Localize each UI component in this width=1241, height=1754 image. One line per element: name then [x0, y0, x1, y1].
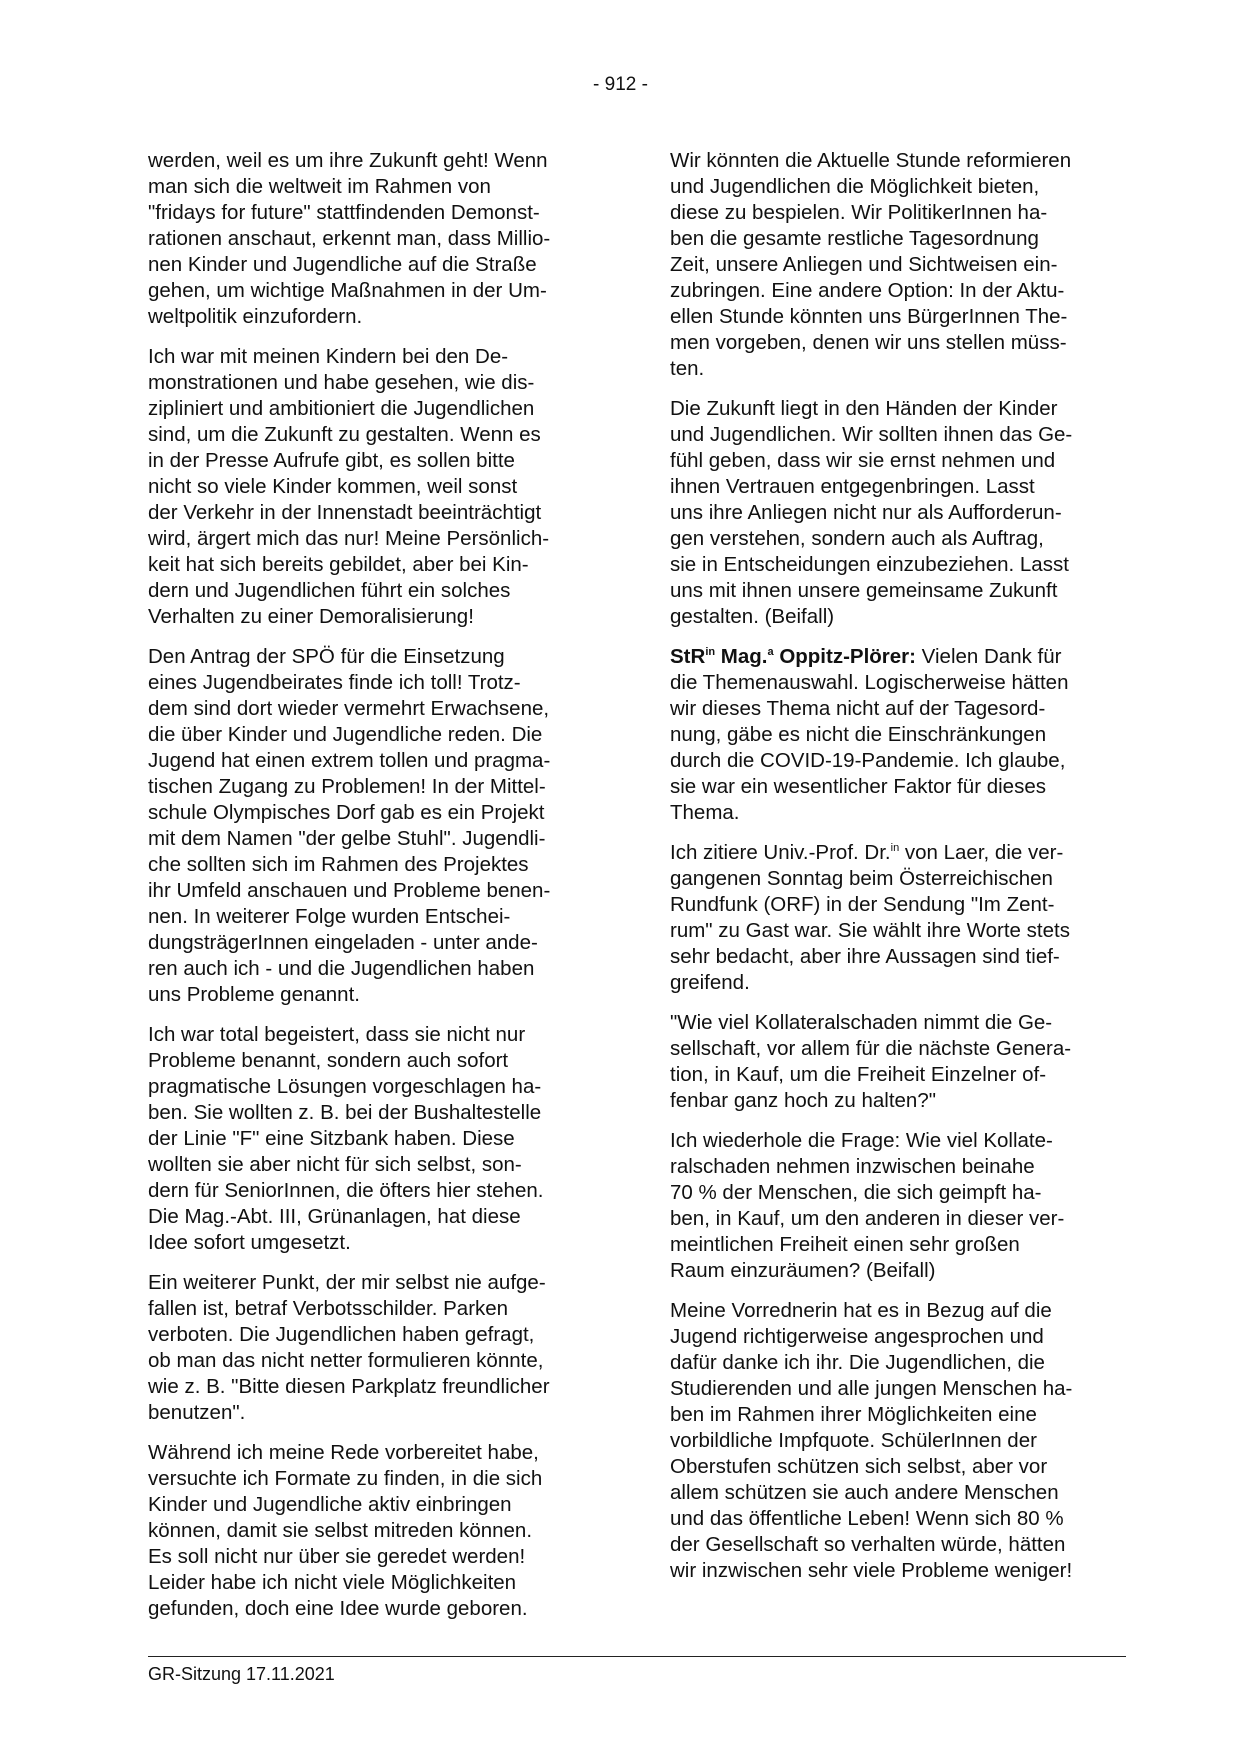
right-paragraph-3-rest: [670, 670, 1125, 826]
text-line: die Themenauswahl. Logischerweise hätten: [670, 671, 1069, 694]
text-line: vorbildliche Impfquote. SchülerInnen der: [670, 1429, 1037, 1452]
text-line: sie in Entscheidungen einzubeziehen. Lasst: [670, 553, 1069, 576]
text-line: der Linie "F" eine Sitzbank haben. Diese: [148, 1127, 515, 1150]
text-line: fühl geben, dass wir sie ernst nehmen und: [670, 449, 1056, 472]
text-line: nen Kinder und Jugendliche auf die Straße: [148, 253, 537, 276]
left-paragraph-6: [148, 1440, 603, 1622]
text-line: durch die COVID-19-Pandemie. Ich glaube,: [670, 749, 1066, 772]
text-line: Die Zukunft liegt in den Händen der Kinder: [670, 397, 1058, 420]
text-line: tion, in Kauf, um die Freiheit Einzelner of-: [670, 1063, 1047, 1086]
text-line: Verhalten zu einer Demoralisierung!: [148, 605, 474, 628]
text-line: che sollten sich im Rahmen des Projektes: [148, 853, 529, 876]
text-line: monstrationen und habe gesehen, wie dis-: [148, 371, 535, 394]
text-line: fenbar ganz hoch zu halten?": [670, 1089, 936, 1112]
text-line: ben. Sie wollten z. B. bei der Bushaltestelle: [148, 1101, 542, 1124]
right-paragraph-5: [670, 1010, 1125, 1114]
text-line: und Jugendlichen. Wir sollten ihnen das Ge-: [670, 423, 1073, 446]
text-line: allem schützen sie auch andere Menschen: [670, 1481, 1059, 1504]
text-line: sellschaft, vor allem für die nächste Genera-: [670, 1037, 1072, 1060]
speaker-surname: Oppitz-Plörer:: [773, 645, 916, 668]
speaker-line: [670, 644, 1125, 670]
text-line: 70 % der Menschen, die sich geimpft ha-: [670, 1181, 1042, 1204]
left-column: [148, 148, 603, 1636]
text-line: Ich war mit meinen Kindern bei den De-: [148, 345, 509, 368]
text-line: in der Presse Aufrufe gibt, es sollen bitte: [148, 449, 515, 472]
text-line: tischen Zugang zu Problemen! In der Mittel-: [148, 775, 546, 798]
quote-intro-before: Ich zitiere Univ.-Prof. Dr.: [670, 841, 891, 864]
text-line: mit dem Namen "der gelbe Stuhl". Jugendli-: [148, 827, 546, 850]
text-line: nen. In weiterer Folge wurden Entschei-: [148, 905, 511, 928]
text-line: wir dieses Thema nicht auf der Tagesord-: [670, 697, 1046, 720]
text-line: ten.: [670, 357, 705, 380]
footer-text: GR-Sitzung 17.11.2021: [148, 1664, 335, 1684]
text-line: dem sind dort wieder vermehrt Erwachsene,: [148, 697, 550, 720]
text-line: zubringen. Eine andere Option: In der Aktu-: [670, 279, 1065, 302]
text-line: Zeit, unsere Anliegen und Sichtweisen ein-: [670, 253, 1058, 276]
text-line: wollten sie aber nicht für sich selbst, son-: [148, 1153, 522, 1176]
text-line: gangenen Sonntag beim Österreichischen: [670, 867, 1053, 890]
text-line: uns Probleme genannt.: [148, 983, 360, 1006]
text-line: meintlichen Freiheit einen sehr großen: [670, 1233, 1020, 1256]
text-line: ob man das nicht netter formulieren könnte,: [148, 1349, 544, 1372]
text-line: sehr bedacht, aber ihre Aussagen sind tief-: [670, 945, 1060, 968]
text-line: sind, um die Zukunft zu gestalten. Wenn es: [148, 423, 541, 446]
text-line: Den Antrag der SPÖ für die Einsetzung: [148, 645, 505, 668]
text-line: und Jugendlichen die Möglichkeit bieten,: [670, 175, 1040, 198]
text-line: versuchte ich Formate zu finden, in die sich: [148, 1467, 543, 1490]
text-line: fallen ist, betraf Verbotsschilder. Parken: [148, 1297, 509, 1320]
text-line: greifend.: [670, 971, 750, 994]
text-line: werden, weil es um ihre Zukunft geht! Wenn: [148, 149, 548, 172]
right-paragraph-3: [670, 644, 1125, 826]
text-line: dern für SeniorInnen, die öfters hier stehen.: [148, 1179, 544, 1202]
text-line: man sich die weltweit im Rahmen von: [148, 175, 491, 198]
text-line: gefunden, doch eine Idee wurde geboren.: [148, 1597, 528, 1620]
text-line: benutzen".: [148, 1401, 246, 1424]
text-line: Kinder und Jugendliche aktiv einbringen: [148, 1493, 512, 1516]
text-line: Ein weiterer Punkt, der mir selbst nie aufge-: [148, 1271, 546, 1294]
text-line: schule Olympisches Dorf gab es ein Projekt: [148, 801, 545, 824]
text-line: Rundfunk (ORF) in der Sendung "Im Zent-: [670, 893, 1055, 916]
text-line: eines Jugendbeirates finde ich toll! Trotz-: [148, 671, 521, 694]
text-line: dafür danke ich ihr. Die Jugendlichen, die: [670, 1351, 1045, 1374]
text-line: dern und Jugendlichen führt ein solches: [148, 579, 511, 602]
text-line: Die Mag.-Abt. III, Grünanlagen, hat diese: [148, 1205, 521, 1228]
text-line: uns mit ihnen unsere gemeinsame Zukunft: [670, 579, 1058, 602]
left-paragraph-4: [148, 1022, 603, 1256]
text-line: ben die gesamte restliche Tagesordnung: [670, 227, 1039, 250]
text-line: ben im Rahmen ihrer Möglichkeiten eine: [670, 1403, 1037, 1426]
text-line: rum" zu Gast war. Sie wählt ihre Worte stets: [670, 919, 1070, 942]
text-line: ralschaden nehmen inzwischen beinahe: [670, 1155, 1035, 1178]
text-line: ihnen Vertrauen entgegenbringen. Lasst: [670, 475, 1035, 498]
speaker-title-sup: in: [705, 646, 716, 659]
text-line: ben, in Kauf, um den anderen in dieser ver-: [670, 1207, 1065, 1230]
quote-intro-after: von Laer, die ver-: [899, 841, 1064, 864]
quote-intro-line: [670, 840, 1125, 866]
text-line: zipliniert und ambitioniert die Jugendlichen: [148, 397, 535, 420]
text-line: ellen Stunde könnten uns BürgerInnen The-: [670, 305, 1068, 328]
text-line: Probleme benannt, sondern auch sofort: [148, 1049, 509, 1072]
text-line: Idee sofort umgesetzt.: [148, 1231, 351, 1254]
text-line: Jugend hat einen extrem tollen und pragma-: [148, 749, 551, 772]
text-line: pragmatische Lösungen vorgeschlagen ha-: [148, 1075, 542, 1098]
text-line: "fridays for future" stattfindenden Demonst-: [148, 201, 540, 224]
text-line: gehen, um wichtige Maßnahmen in der Um-: [148, 279, 547, 302]
text-line: Thema.: [670, 801, 740, 824]
right-paragraph-1: [670, 148, 1125, 382]
left-paragraph-2: [148, 344, 603, 630]
text-line: men vorgeben, denen wir uns stellen müss-: [670, 331, 1067, 354]
text-line: Jugend richtigerweise angesprochen und: [670, 1325, 1044, 1348]
text-line: Raum einzuräumen? (Beifall): [670, 1259, 936, 1282]
text-line: uns ihre Anliegen nicht nur als Aufforderun-: [670, 501, 1062, 524]
text-line: verboten. Die Jugendlichen haben gefragt,: [148, 1323, 535, 1346]
speaker-degree-sup: a: [767, 646, 774, 659]
text-line: Oberstufen schützen sich selbst, aber vor: [670, 1455, 1048, 1478]
footer-divider: [148, 1656, 1126, 1657]
text-line: wir inzwischen sehr viele Probleme weniger!: [670, 1559, 1073, 1582]
text-line: "Wie viel Kollateralschaden nimmt die Ge-: [670, 1011, 1053, 1034]
speaker-title: StR: [670, 645, 706, 668]
page-number: - 912 -: [593, 74, 648, 95]
right-paragraph-4-rest: [670, 866, 1125, 996]
text-line: gen verstehen, sondern auch als Auftrag,: [670, 527, 1044, 550]
text-line: der Verkehr in der Innenstadt beeinträchtigt: [148, 501, 542, 524]
text-line: ren auch ich - und die Jugendlichen haben: [148, 957, 535, 980]
text-line: der Gesellschaft so verhalten würde, hätten: [670, 1533, 1066, 1556]
quote-intro-sup: in: [890, 842, 900, 855]
text-line: ihr Umfeld anschauen und Probleme benen-: [148, 879, 551, 902]
text-line: Leider habe ich nicht viele Möglichkeiten: [148, 1571, 517, 1594]
text-line: Meine Vorrednerin hat es in Bezug auf die: [670, 1299, 1052, 1322]
left-paragraph-5: [148, 1270, 603, 1426]
speaker-line-text: Vielen Dank für: [915, 645, 1062, 668]
right-paragraph-2: [670, 396, 1125, 630]
text-line: weltpolitik einzufordern.: [148, 305, 363, 328]
text-line: wie z. B. "Bitte diesen Parkplatz freundlicher: [148, 1375, 550, 1398]
text-line: Ich wiederhole die Frage: Wie viel Kollate-: [670, 1129, 1053, 1152]
text-line: die über Kinder und Jugendliche reden. Die: [148, 723, 543, 746]
right-paragraph-7: [670, 1298, 1125, 1584]
right-paragraph-6: [670, 1128, 1125, 1284]
text-line: wird, ärgert mich das nur! Meine Persönlich-: [148, 527, 550, 550]
text-line: sie war ein wesentlicher Faktor für dieses: [670, 775, 1046, 798]
text-line: rationen anschaut, erkennt man, dass Millio-: [148, 227, 551, 250]
text-line: nicht so viele Kinder kommen, weil sonst: [148, 475, 518, 498]
text-line: können, damit sie selbst mitreden können.: [148, 1519, 533, 1542]
speaker-degree: Mag.: [715, 645, 768, 668]
text-line: gestalten. (Beifall): [670, 605, 835, 628]
right-column: [670, 148, 1125, 1598]
text-line: nung, gäbe es nicht die Einschränkungen: [670, 723, 1047, 746]
text-line: dungsträgerInnen eingeladen - unter ande-: [148, 931, 538, 954]
text-line: Es soll nicht nur über sie geredet werden!: [148, 1545, 526, 1568]
right-paragraph-4: [670, 840, 1125, 996]
left-paragraph-3: [148, 644, 603, 1008]
text-line: Ich war total begeistert, dass sie nicht nur: [148, 1023, 526, 1046]
text-line: Studierenden und alle jungen Menschen ha-: [670, 1377, 1073, 1400]
text-line: diese zu bespielen. Wir PolitikerInnen ha-: [670, 201, 1048, 224]
text-line: Wir könnten die Aktuelle Stunde reformieren: [670, 149, 1072, 172]
text-line: und das öffentliche Leben! Wenn sich 80 %: [670, 1507, 1064, 1530]
left-paragraph-1: [148, 148, 603, 330]
text-line: keit hat sich bereits gebildet, aber bei Kin-: [148, 553, 529, 576]
text-line: Während ich meine Rede vorbereitet habe,: [148, 1441, 539, 1464]
speaker-name: [670, 645, 916, 668]
